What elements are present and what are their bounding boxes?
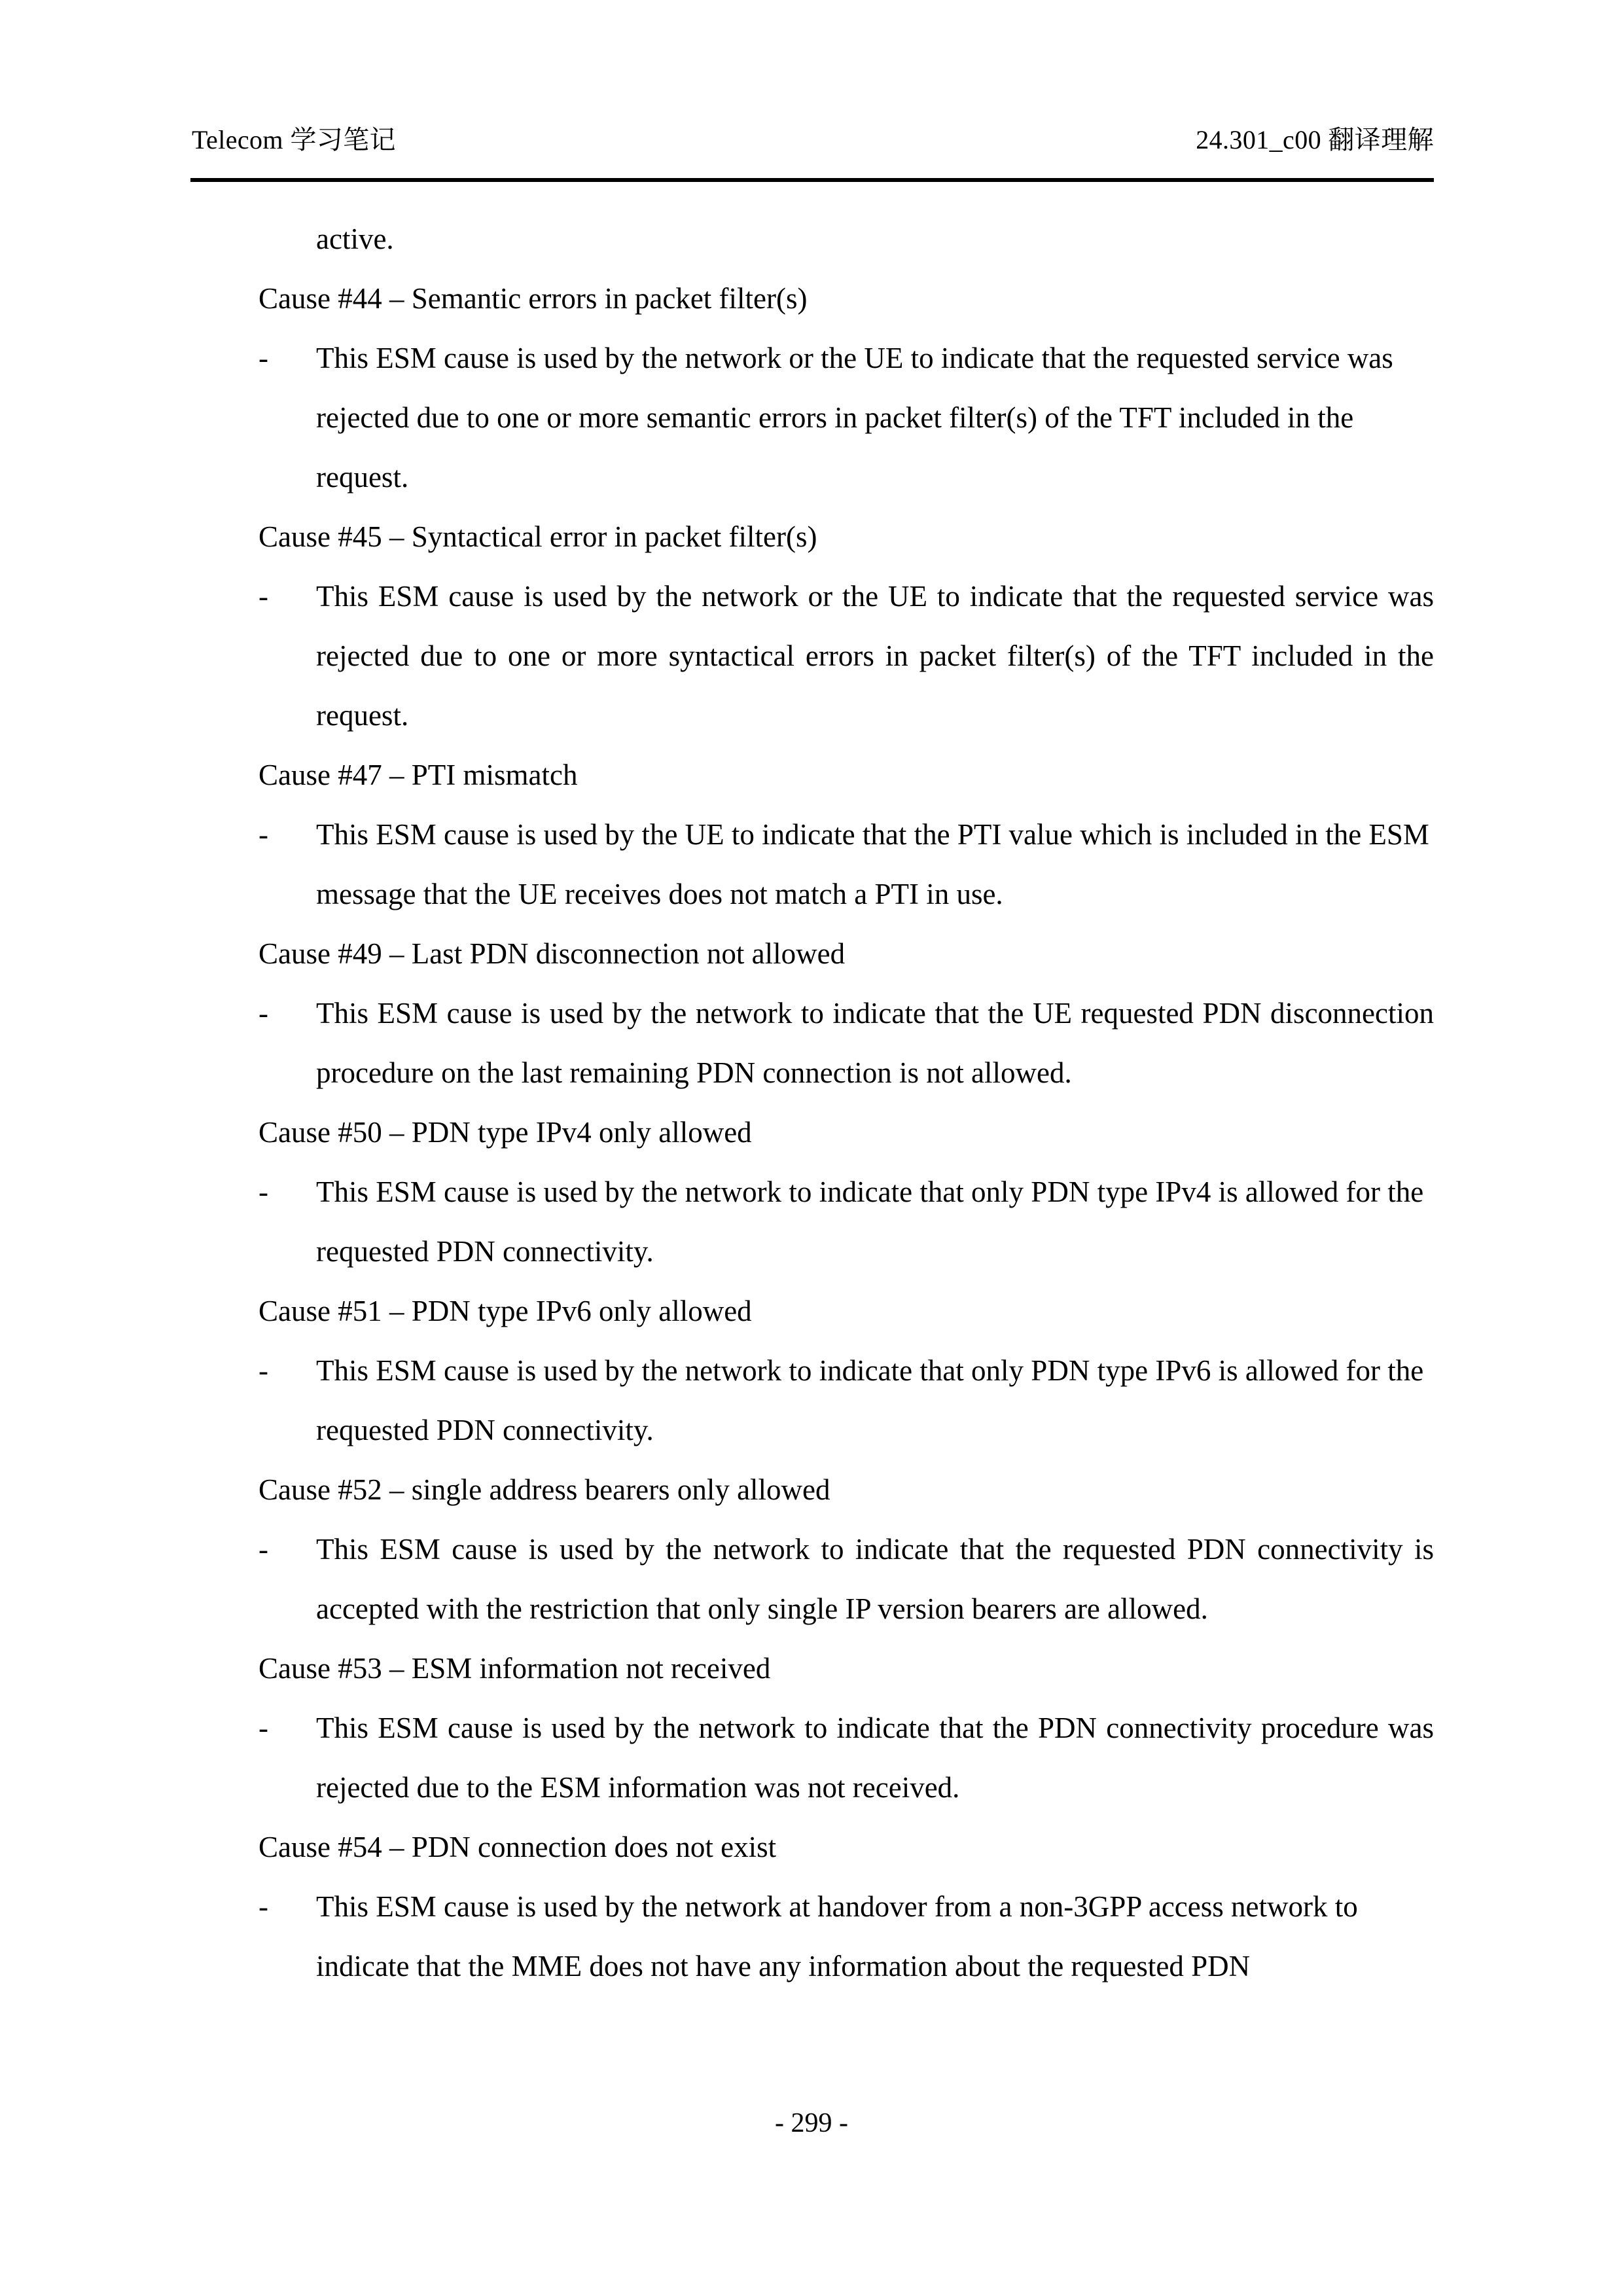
bullet-dash-icon: - — [259, 818, 268, 851]
cause-bullet-text: This ESM cause is used by the network to indicate that only PDN type IPv4 is allowed for the requested PDN connectivity. — [316, 1175, 1424, 1268]
cause-bullet-item — [192, 329, 1434, 507]
cause-heading: Cause #54 – PDN connection does not exist — [259, 1831, 777, 1863]
page-number: - 299 - — [775, 2108, 848, 2138]
cause-bullet-text: This ESM cause is used by the network to indicate that the requested PDN connectivity is accepted with the restriction that only single IP version bearers are allowed. — [316, 1533, 1434, 1625]
cause-bullet-text: This ESM cause is used by the network to indicate that the UE requested PDN disconnection procedure on the last remaining PDN connection is not allowed. — [316, 997, 1434, 1089]
header-left-title: Telecom 学习笔记 — [192, 125, 396, 154]
cause-heading: Cause #52 – single address bearers only allowed — [259, 1473, 830, 1506]
bullet-dash-icon: - — [259, 1712, 268, 1744]
cause-bullet-item — [192, 1162, 1434, 1282]
cause-heading: Cause #53 – ESM information not received — [259, 1652, 771, 1685]
document-body — [192, 209, 1434, 1996]
cause-heading: Cause #50 – PDN type IPv4 only allowed — [259, 1116, 752, 1149]
header-right-title: 24.301_c00 翻译理解 — [1196, 125, 1434, 154]
bullet-dash-icon: - — [259, 1533, 268, 1566]
cause-bullet-item — [192, 1877, 1434, 1996]
cause-bullet-text: This ESM cause is used by the network or the UE to indicate that the requested service was rejected due to one or more semantic errors in packet filter(s) of the TFT included in the request. — [316, 342, 1393, 493]
bullet-dash-icon: - — [259, 342, 268, 374]
bullet-dash-icon: - — [259, 1890, 268, 1923]
page-header — [192, 122, 1434, 158]
header-divider-rule — [190, 178, 1434, 182]
cause-bullet-text: This ESM cause is used by the network at handover from a non-3GPP access network to indicate that the MME does not have any information about the requested PDN — [316, 1890, 1358, 1982]
cause-heading: Cause #49 – Last PDN disconnection not allowed — [259, 937, 846, 970]
cause-bullet-text: This ESM cause is used by the UE to indicate that the PTI value which is included in the ESM message that the UE receives does not match a PTI in use. — [316, 818, 1429, 910]
cause-bullet-item — [192, 567, 1434, 745]
cause-bullet-text: This ESM cause is used by the network to indicate that the PDN connectivity procedure was rejected due to the ESM information was not received. — [316, 1712, 1434, 1804]
bullet-dash-icon: - — [259, 580, 268, 613]
cause-heading: Cause #47 – PTI mismatch — [259, 759, 578, 791]
cause-section-list — [192, 269, 1434, 1996]
page-footer — [0, 2104, 1623, 2143]
orphan-continuation-line: active. — [316, 223, 394, 255]
cause-bullet-item — [192, 1520, 1434, 1639]
cause-bullet-text: This ESM cause is used by the network or the UE to indicate that the requested service was rejected due to one or more syntactical errors in packet filter(s) of the TFT included in the request. — [316, 580, 1434, 732]
cause-heading: Cause #51 – PDN type IPv6 only allowed — [259, 1295, 752, 1327]
cause-bullet-item — [192, 1341, 1434, 1460]
cause-bullet-item — [192, 984, 1434, 1103]
cause-heading: Cause #44 – Semantic errors in packet filter(s) — [259, 282, 808, 315]
bullet-dash-icon: - — [259, 1354, 268, 1387]
bullet-dash-icon: - — [259, 997, 268, 1030]
cause-bullet-item — [192, 805, 1434, 924]
cause-bullet-item — [192, 1698, 1434, 1818]
cause-heading: Cause #45 – Syntactical error in packet filter(s) — [259, 520, 817, 553]
bullet-dash-icon: - — [259, 1175, 268, 1208]
cause-bullet-text: This ESM cause is used by the network to indicate that only PDN type IPv6 is allowed for the requested PDN connectivity. — [316, 1354, 1424, 1446]
